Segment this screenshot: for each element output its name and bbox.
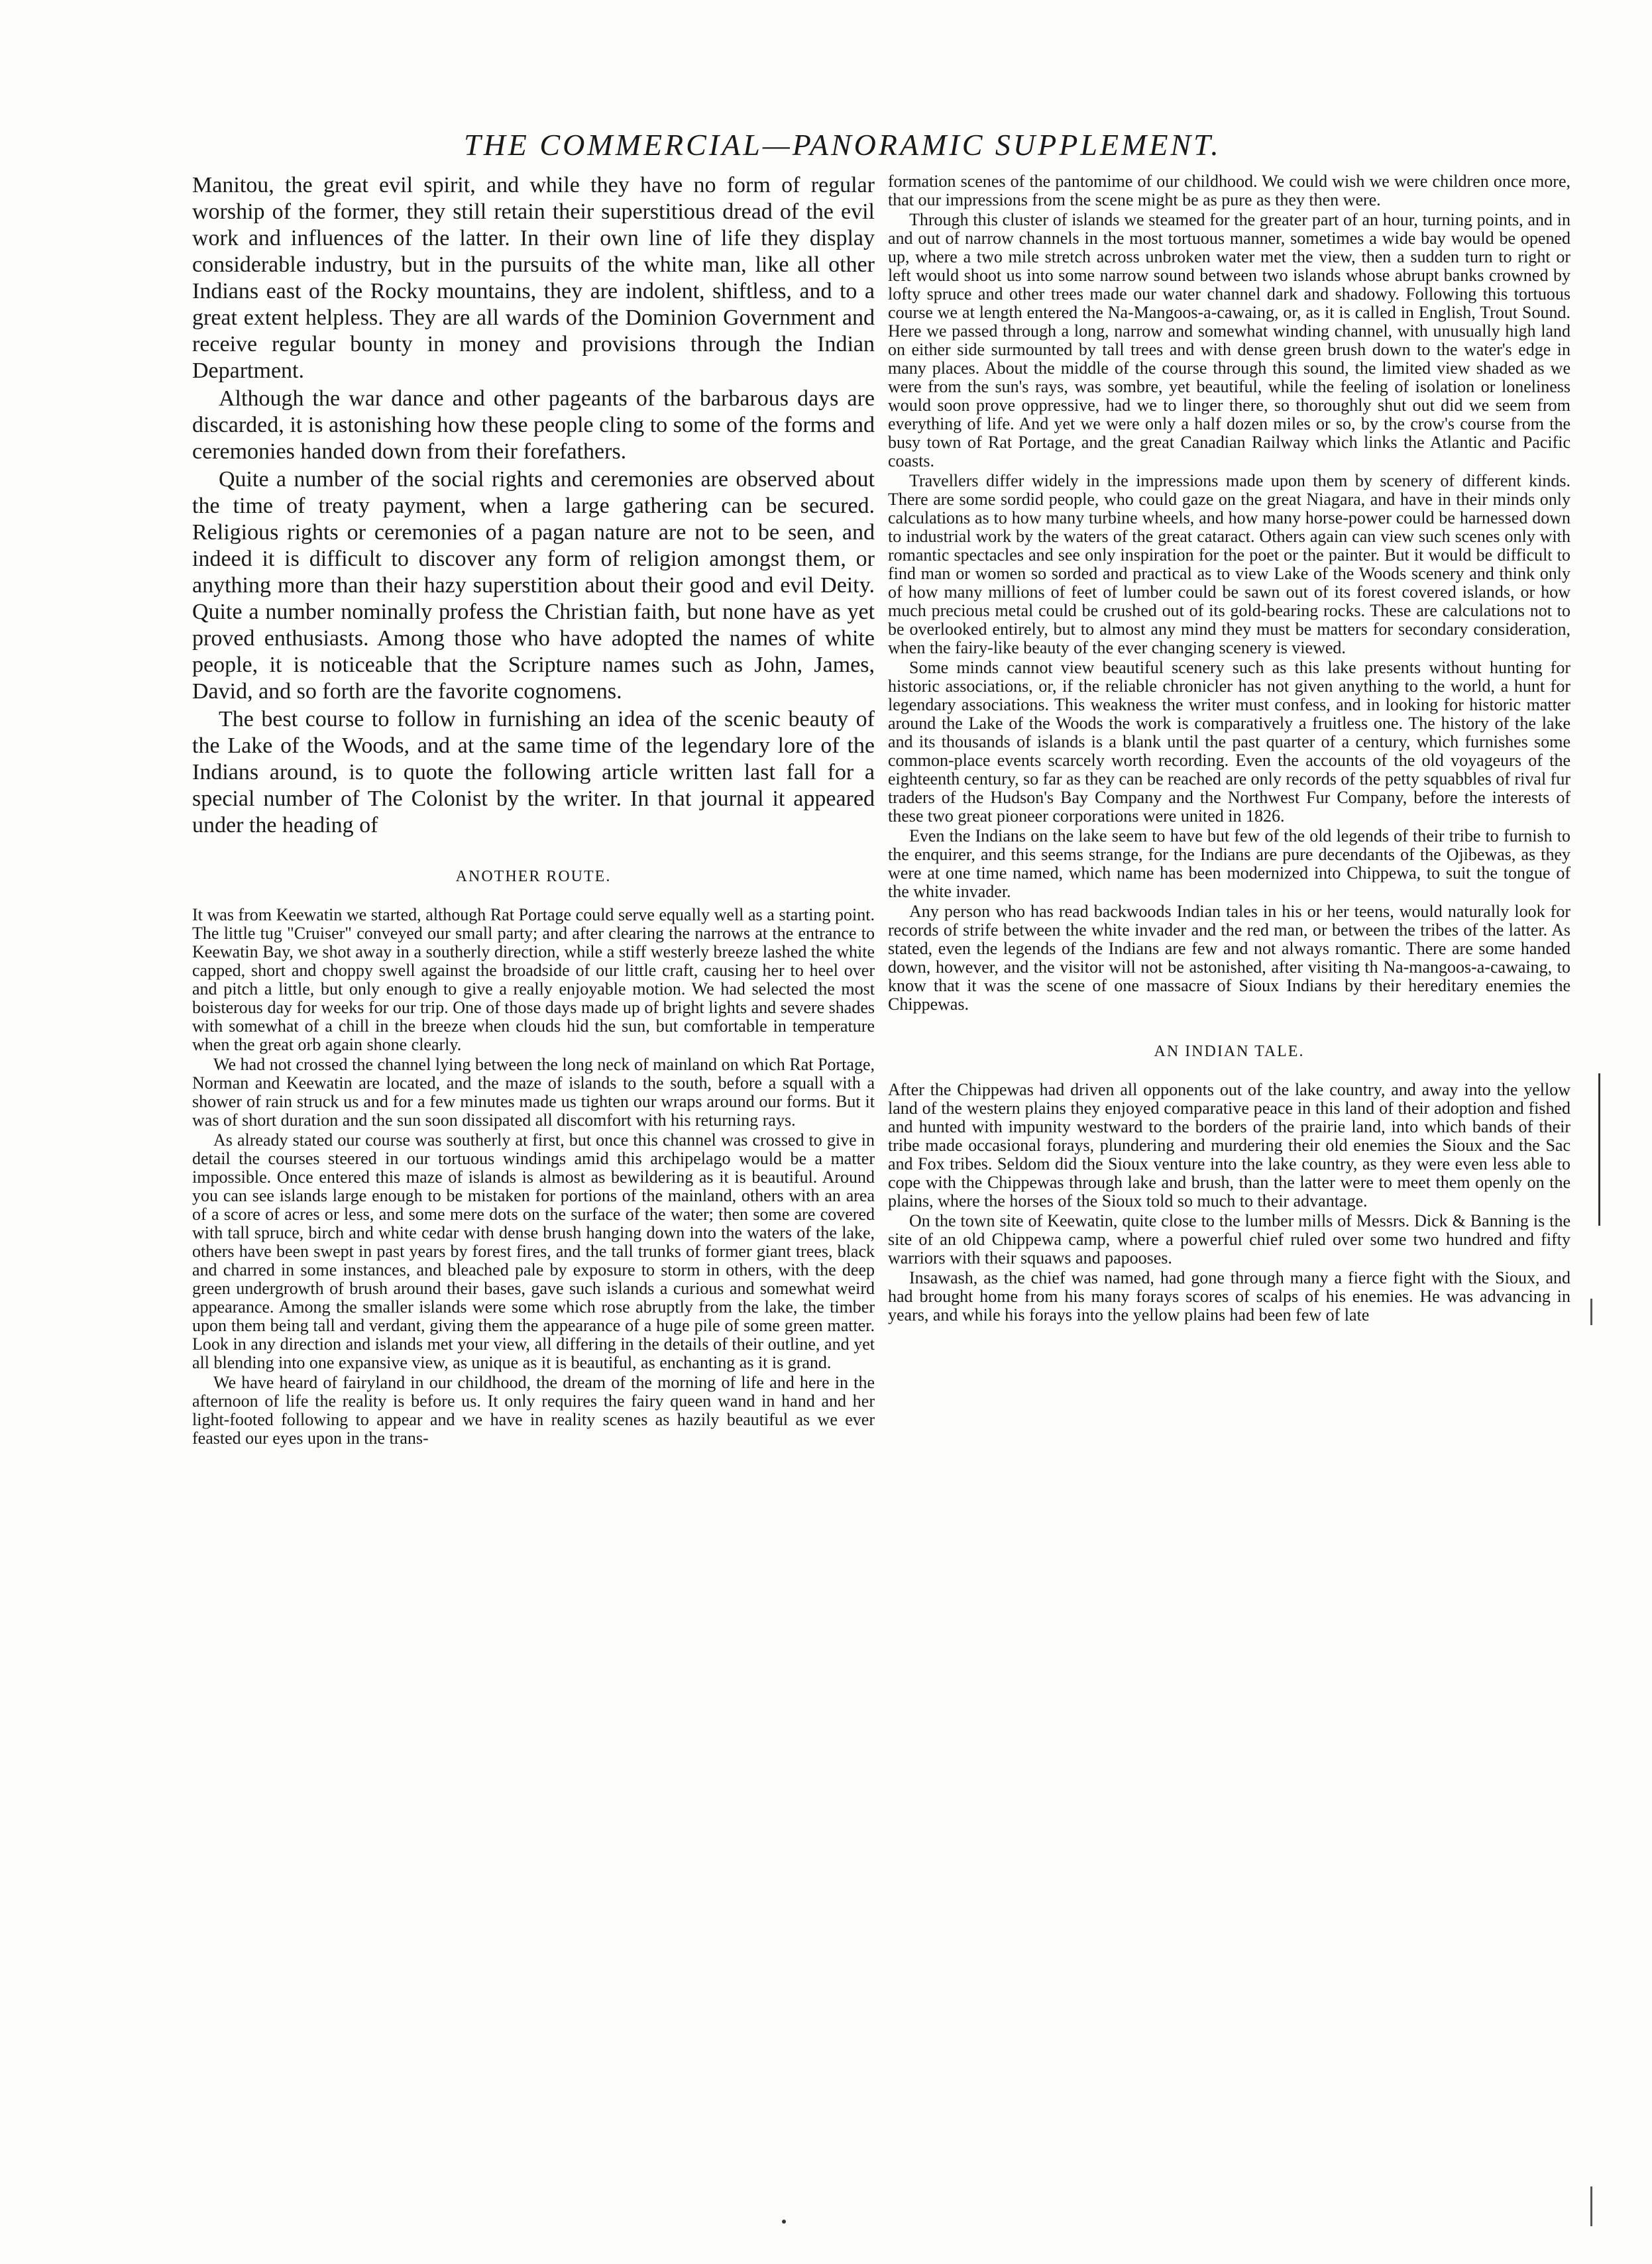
body-paragraph: Although the war dance and other pageants of the barbarous days are discarded, it is astonishing how these people cling to some of the forms and ceremonies handed down from their forefathers. (192, 386, 875, 464)
article-paragraph: We have heard of fairyland in our childhood, the dream of the morning of life and here in the afternoon of life the reality is before us. It only requires the fairy queen wand in hand and her light-footed following to appear and we have in reality scenes as hazily beautiful as we ever feasted our eyes upon in the trans- (192, 1373, 875, 1448)
article-paragraph: As already stated our course was southerly at first, but once this channel was crossed to give in detail the courses steered in our tortuous windings amid this archipelago would be a matter impossible. Once entered this maze of islands is almost as bewildering as it is beautiful. Around you can see islands large enough to be mistaken for portions of the mainland, others with an area of a score of acres or less, and some mere dots on the surface of the water; then some are covered with tall spruce, birch and white cedar with dense brush hanging down into the waters of the lake, others have been swept in past years by forest fires, and the tall trunks of former giant trees, black and charred in some instances, and bleached pale by exposure to storm in others, with the deep green undergrowth of brush around their bases, gave such islands a curious and somewhat weird appearance. Among the smaller islands were some which rose abruptly from the lake, the timber upon them being tall and verdant, giving them the appearance of a huge pile of some green matter. Look in any direction and islands met your view, all differing in the details of their outline, and yet all blending into one expansive view, as unique as it is beautiful, as enchanting as it is grand. (192, 1130, 875, 1372)
article-paragraph: Through this cluster of islands we steamed for the greater part of an hour, turning points, and in and out of narrow channels in the most tortuous manner, sometimes a wide bay would be opened up, where a two mile stretch across unbroken water met the view, then a sudden turn to right or left would shoot us into some narrow sound between two islands whose abrupt banks crowned by lofty spruce and other trees made our water channel dark and shadowy. Following this tortuous course we at length entered the Na-Mangoos-a-cawaing, or, as it is called in English, Trout Sound. Here we passed through a long, narrow and somewhat winding channel, with unusually high land on either side surmounted by tall trees and with dense green brush down to the water's edge in many places. About the middle of the course through this sound, the limited view shaded as we were from the sun's rays, was sombre, yet beautiful, while the feeling of isolation or loneliness would soon prove oppressive, had we to linger there, so thoroughly shut out did we seem from everything of life. And yet we were only a half dozen miles or so, by the crow's course from the busy town of Rat Portage, and the great Canadian Railway which links the Atlantic and Pacific coasts. (888, 210, 1570, 470)
article-paragraph: Even the Indians on the lake seem to have but few of the old legends of their tribe to furnish to the enquirer, and this seems strange, for the Indians are pure decendants of the Ojibewas, as they were at one time named, which name has been modernized into Chippewa, to suit the tongue of the white invader. (888, 826, 1570, 901)
left-column (192, 172, 875, 2239)
running-title: THE COMMERCIAL—PANORAMIC SUPPLEMENT. (464, 128, 1221, 162)
section-title-indian-tale: AN INDIAN TALE. (1154, 1043, 1305, 1060)
section-title-another-route: ANOTHER ROUTE. (455, 868, 612, 885)
body-paragraph: Quite a number of the social rights and ceremonies are observed about the time of treaty payment, when a large gathering can be secured. Religious rights or ceremonies of a pagan nature are not to be seen, and indeed it is difficult to discover any form of religion amongst them, or anything more than their hazy superstition about their good and evil Deity. Quite a number nominally profess the Christian faith, but none have as yet proved enthusiasts. Among those who have adopted the names of white people, it is noticeable that the Scripture names such as John, James, David, and so forth are the favorite cognomens. (192, 467, 875, 704)
article-paragraph: Some minds cannot view beautiful scenery such as this lake presents without hunting for historic associations, or, if the reliable chronicler has not given anything to the world, a hunt for legendary associations. This weakness the writer must confess, and in looking for historic matter around the Lake of the Woods the work is comparatively a fruitless one. The history of the lake and its thousands of islands is a blank until the past quarter of a century, which furnishes some common-place events scarcely worth recording. Even the accounts of the old voyageurs of the eighteenth century, so far as they can be reached are only records of the petty squabbles of rival fur traders of the Hudson's Bay Company and the Northwest Fur Company, before the interests of these two great pioneer corporations were united in 1826. (888, 658, 1570, 826)
article-paragraph: After the Chippewas had driven all opponents out of the lake country, and away into the yellow land of the western plains they enjoyed comparative peace in this land of their adoption and fished and hunted with impunity westward to the borders of the prairie land, into which bands of their tribe made occasional forays, plundering and murdering their old enemies the Sioux and the Sac and Fox tribes. Seldom did the Sioux venture into the lake country, as they were even less able to cope with the Chippewas through lake and brush, than the latter were to meet them openly on the plains, where the horses of the Sioux told so much to their advantage. (888, 1080, 1570, 1211)
body-paragraph: The best course to follow in furnishing an idea of the scenic beauty of the Lake of the Woods, and at the same time of the legendary lore of the Indians around, is to quote the following article written last fall for a special number of The Colonist by the writer. In that journal it appeared under the heading of (192, 707, 875, 837)
right-column (888, 172, 1570, 2239)
body-paragraph: Manitou, the great evil spirit, and while they have no form of regular worship of the former, they still retain their superstitious dread of the evil work and influences of the latter. In their own line of life they display considerable industry, but in the pursuits of the white man, like all other Indians east of the Rocky mountains, they are indolent, shiftless, and to a great extent helpless. They are all wards of the Dominion Government and receive regular bounty in money and provisions through the Indian Department. (192, 173, 875, 383)
article-paragraph: It was from Keewatin we started, although Rat Portage could serve equally well as a starting point. The little tug "Cruiser" conveyed our small party; and after clearing the narrows at the entrance to Keewatin Bay, we shot away in a southerly direction, while a stiff westerly breeze lashed the white capped, short and choppy swell against the broadside of our little craft, causing her to heel over and pitch a little, but only enough to give a really enjoyable motion. We had selected the most boisterous day for weeks for our trip. One of those days made up of bright lights and severe shades with somewhat of a chill in the breeze when clouds hid the sun, but comfortable in temperature when the great orb again shone clearly. (192, 905, 875, 1054)
margin-tick (1590, 2186, 1592, 2226)
margin-rule (1598, 1073, 1600, 1226)
article-paragraph: We had not crossed the channel lying between the long neck of mainland on which Rat Portage, Norman and Keewatin are located, and the maze of islands to the south, before a squall with a shower of rain struck us and for a few minutes made us tighten our wraps around our forms. But it was of short duration and the sun soon dissipated all discomfort with his returning rays. (192, 1055, 875, 1130)
article-paragraph: Insawash, as the chief was named, had gone through many a fierce fight with the Sioux, and had brought home from his many forays scores of scalps of his enemies. He was advancing in years, and while his forays into the yellow plains had been few of late (888, 1268, 1570, 1324)
article-paragraph: Travellers differ widely in the impressions made upon them by scenery of different kinds. There are some sordid people, who could gaze on the great Niagara, and have in their minds only calculations as to how many turbine wheels, and how many horse-power could be harnessed down to industrial work by the waters of the great cataract. Others again can view such scenes only with romantic spectacles and see only inspiration for the poet or the painter. But it would be difficult to find man or women so sorded and practical as to view Lake of the Woods scenery and think only of how many millions of feet of lumber could be sawn out of its forest covered islands, or how much precious metal could be crushed out of its gold-bearing rocks. These are calculations not to be overlooked entirely, but to almost any mind they must be matters for secondary consideration, when the fairy-like beauty of the ever changing scenery is viewed. (888, 471, 1570, 657)
article-paragraph: Any person who has read backwoods Indian tales in his or her teens, would naturally look for records of strife between the white invader and the red man, or between the tribes of the latter. As stated, even the legends of the Indians are few and not always romantic. There are some handed down, however, and the visitor will not be astonished, after visiting th Na-mangoos-a-cawaing, to know that it was the scene of one massacre of Sioux Indians by their hereditary enemies the Chippewas. (888, 902, 1570, 1014)
article-paragraph: formation scenes of the pantomime of our childhood. We could wish we were children once more, that our impressions from the scene might be as pure as they then were. (888, 172, 1570, 209)
article-paragraph: On the town site of Keewatin, quite close to the lumber mills of Messrs. Dick & Banning is the site of an old Chippewa camp, where a powerful chief ruled over some two hundred and fifty warriors with their squaws and papooses. (888, 1211, 1570, 1267)
printer-mark-dot (782, 2220, 786, 2224)
margin-tick (1590, 1299, 1592, 1325)
